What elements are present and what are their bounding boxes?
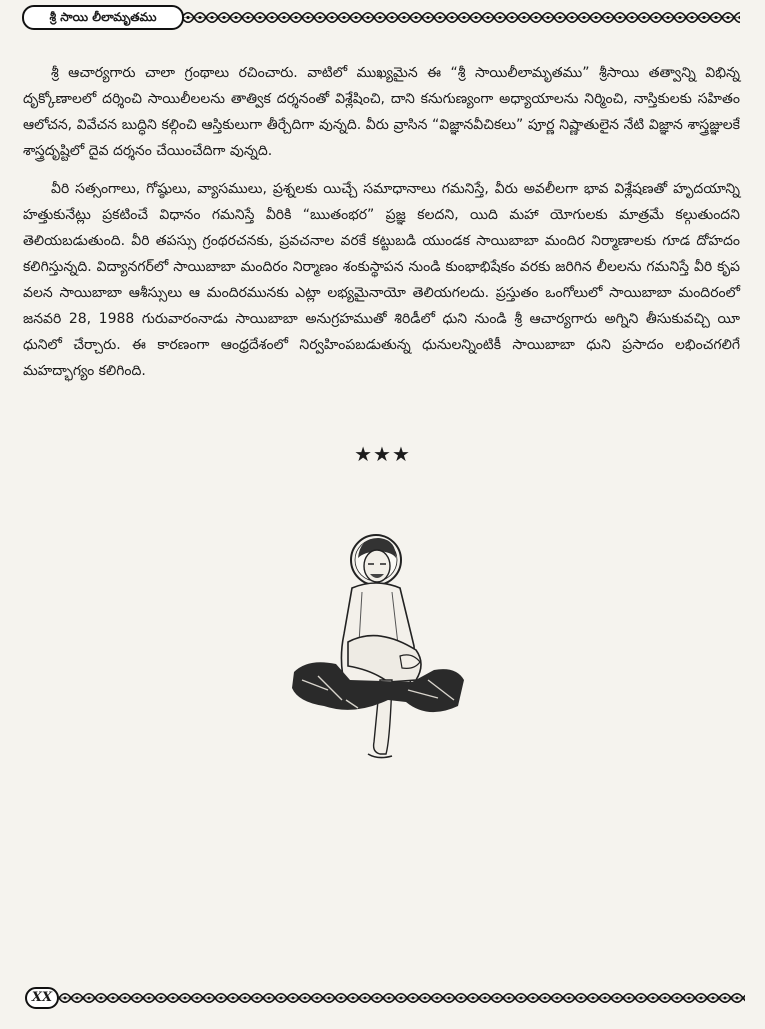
page-header (22, 5, 740, 35)
body-text (23, 60, 740, 396)
paragraph-2: వీరి సత్సంగాలు, గోష్ఠులు, వ్యాసములు, ప్రశ్నలకు యిచ్చే సమాధానాలు గమనిస్తే, వీరు అవలీలగా భావ విశ్లేషణతో హృదయాన్ని హత్తుకునేట్లు ప్రకటించే విధానం గమనిస్తే వీరికి “ఋతంభర” ప్రజ్ఞ కలదని, యిది మహా యోగులకు మాత్రమే కల్గుతుందని తెలియబడుతుంది. వీరి తపస్సు గ్రంథరచనకు, ప్రవచనాల వరకే కట్టుబడి యుండక సాయిబాబా మందిర నిర్మాణాలకు గూడ దోహదం కలిగిస్తున్నది. విద్యానగర్‌లో సాయిబాబా మందిరం నిర్మాణం శంకుస్థాపన నుండి కుంభాభిషేకం వరకు జరిగిన లీలలను గమనిస్తే వీరి కృప వలన సాయిబాబా ఆశీస్సులు ఆ మందిరమునకు ఎట్లా లభ్యమైనాయో తెలియగలదు. ప్రస్తుతం ఒంగోలులో సాయిబాబా మందిరంలో జనవరి 28, 1988 గురువారంనాడు సాయిబాబా అనుగ్రహముతో శిరిడీలో ధుని నుండి శ్రీ ఆచార్యగారు అగ్నిని తీసుకువచ్చి యీ ధునిలో చేర్చారు. ఈ కారణంగా ఆంధ్రదేశంలో నిర్వహింపబడుతున్న ధునులన్నింటికీ సాయిబాబా ధుని ప్రసాదం లభించగలిగే మహద్భాగ్యం కలిగింది. (23, 181, 740, 379)
section-separator: ★★★ (354, 442, 411, 466)
running-title: శ్రీ సాయి లీలామృతము (22, 5, 184, 30)
paragraph-1: శ్రీ ఆచార్యగారు చాలా గ్రంథాలు రచించారు. వాటిలో ముఖ్యమైన ఈ “శ్రీ సాయిలీలామృతము” శ్రీసాయి తత్వాన్ని విభిన్న దృక్కోణాలలో దర్శించి సాయిలీలలను తాత్విక దర్శనంతో విశ్లేషించి, దాని కనుగుణ్యంగా అధ్యాయాలను నిర్మించి, నాస్తికులకు సహితం ఆలోచన, వివేచన బుద్ధిని కల్గించి ఆస్తికులుగా తీర్చేదిగా వున్నది. వీరు వ్రాసిన “విజ్ఞానవీచికలు” పూర్ణ నిష్ణాతులైన నేటి విజ్ఞాన శాస్త్రజ్ఞులకే శాస్త్రదృష్టిలో దైవ దర్శనం చేయించేదిగా వున్నది. (23, 65, 740, 159)
sai-baba-illustration (288, 530, 468, 775)
ornamental-border-top (182, 5, 740, 30)
page-number: XX (25, 987, 59, 1009)
ornamental-border-bottom (59, 987, 745, 1009)
page-footer (25, 987, 745, 1011)
